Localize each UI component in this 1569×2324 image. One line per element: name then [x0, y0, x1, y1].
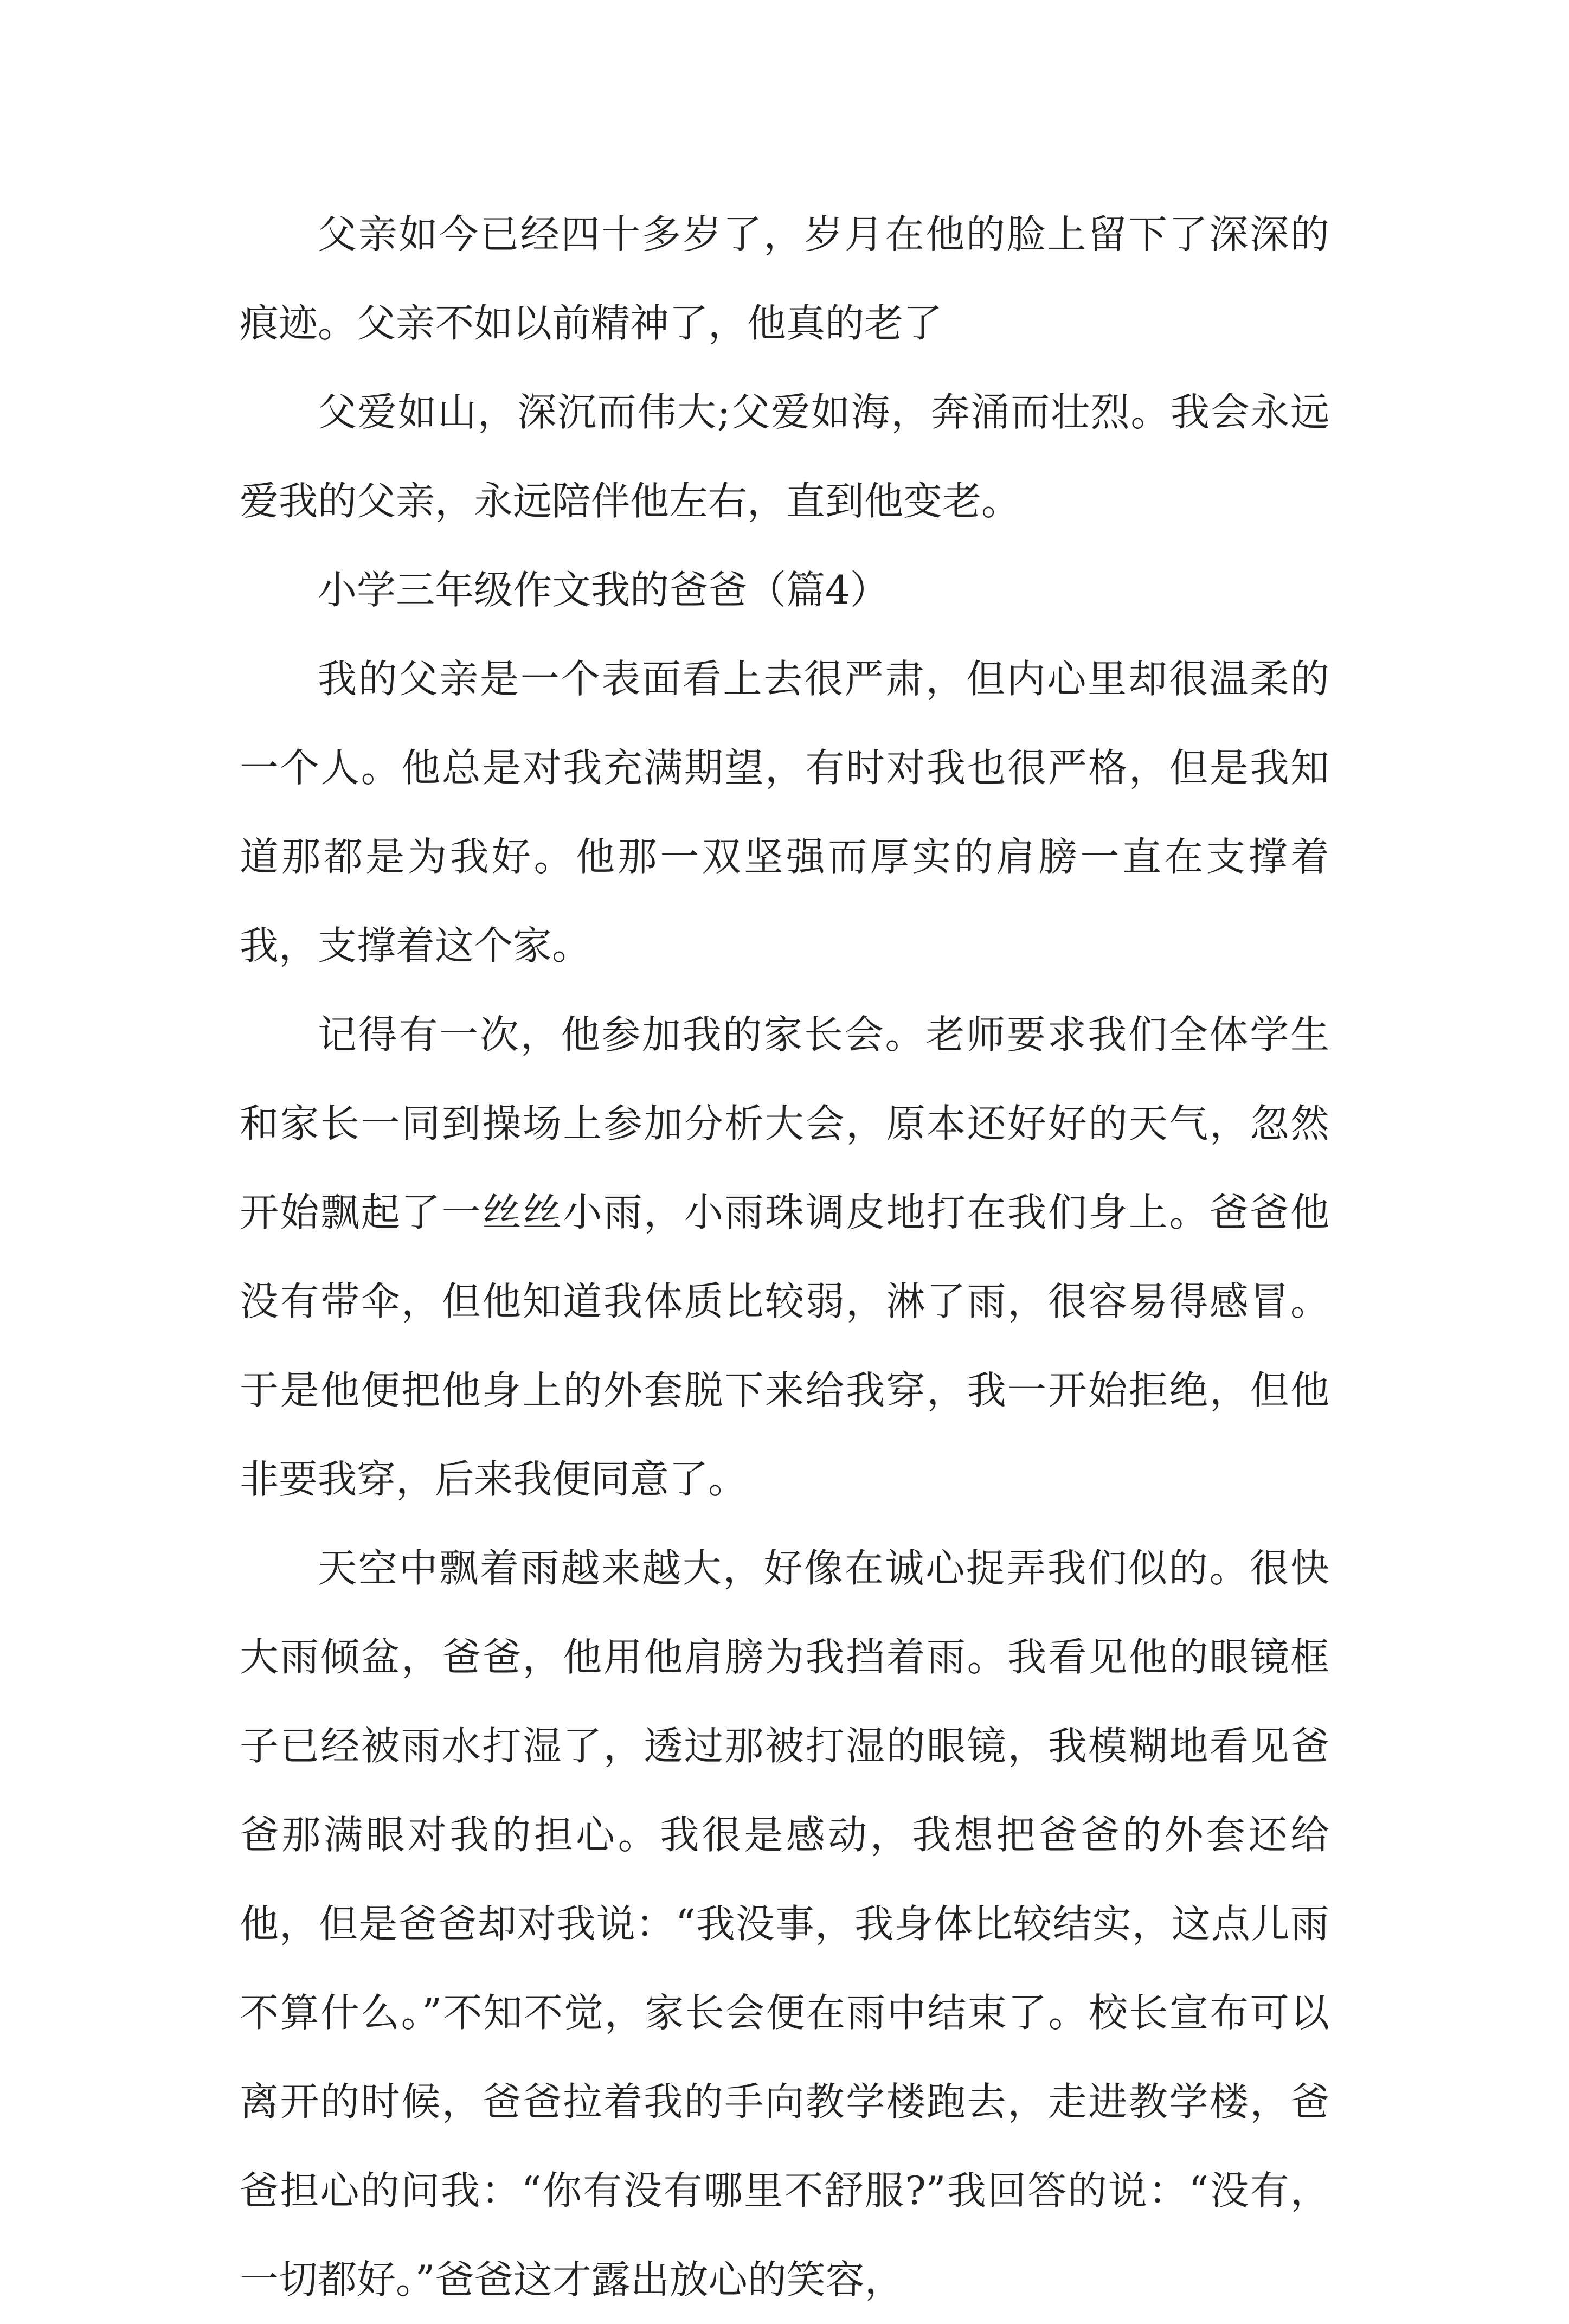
paragraph-3: 我的父亲是一个表面看上去很严肃，但内心里却很温柔的一个人。他总是对我充满期望，有时对我也很严格，但是我知道那都是为我好。他那一双坚强而厚实的肩膀一直在支撑着我，支撑着这个家。 [240, 656, 1329, 968]
paragraph-2: 父爱如山，深沉而伟大;父爱如海，奔涌而壮烈。我会永远爱我的父亲，永远陪伴他左右，直到他变老。 [240, 389, 1329, 524]
section-heading: 小学三年级作文我的爸爸（篇4） [318, 567, 889, 613]
paragraph-1: 父亲如今已经四十多岁了，岁月在他的脸上留下了深深的痕迹。父亲不如以前精神了，他真的老了 [240, 211, 1329, 346]
document-body [240, 190, 1329, 2324]
paragraph-5: 天空中飘着雨越来越大，好像在诚心捉弄我们似的。很快大雨倾盆，爸爸，他用他肩膀为我挡着雨。我看见他的眼镜框子已经被雨水打湿了，透过那被打湿的眼镜，我模糊地看见爸爸那满眼对我的担心。我很是感动，我想把爸爸的外套还给他，但是爸爸却对我说：“我没事，我身体比较结实，这点儿雨不算什么。”不知不觉，家长会便在雨中结束了。校长宣布可以离开的时候，爸爸拉着我的手向教学楼跑去，走进教学楼，爸爸担心的问我：“你有没有哪里不舒服?”我回答的说：“没有，一切都好。”爸爸这才露出放心的笑容， [240, 1545, 1329, 2302]
paragraph-4: 记得有一次，他参加我的家长会。老师要求我们全体学生和家长一同到操场上参加分析大会，原本还好好的天气，忽然开始飘起了一丝丝小雨，小雨珠调皮地打在我们身上。爸爸他没有带伞，但他知道我体质比较弱，淋了雨，很容易得感冒。于是他便把他身上的外套脱下来给我穿，我一开始拒绝，但他非要我穿，后来我便同意了。 [240, 1012, 1329, 1502]
